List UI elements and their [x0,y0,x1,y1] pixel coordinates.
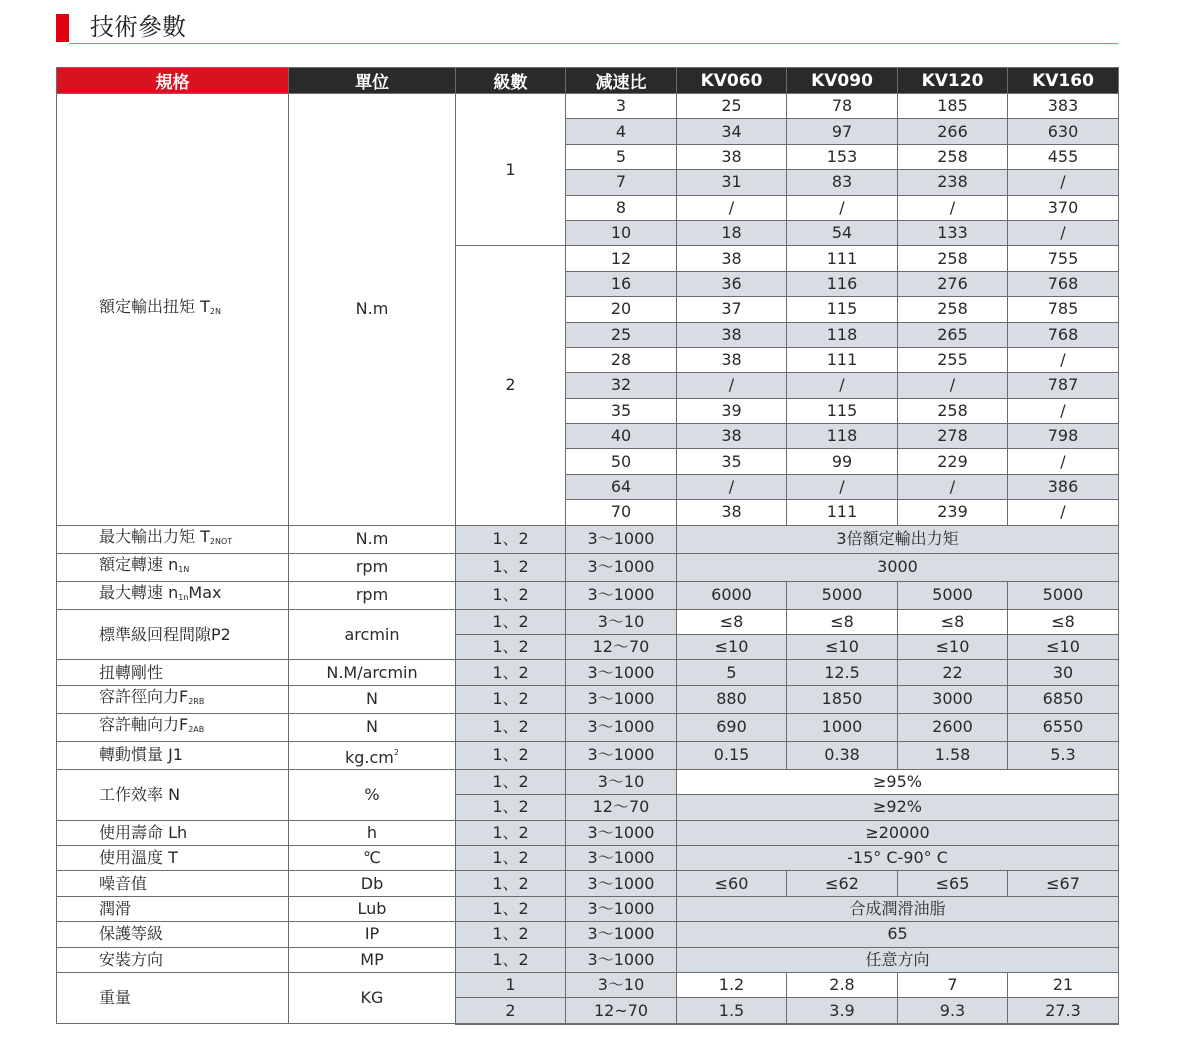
table-row [57,922,1119,947]
table-row [57,896,1119,921]
spec-label-text: 容許徑向力F [99,686,189,706]
ratio-cell: 40 [566,424,677,449]
spec-label [57,94,289,526]
ratio-cell: 7 [566,170,677,195]
value-cell: 22 [898,660,1008,685]
header-ratio: 减速比 [566,68,677,94]
spec-unit-text: N [366,689,378,709]
table-row [57,94,1119,119]
spec-label-text: 重量 [99,988,132,1008]
ratio-cell: 25 [566,322,677,347]
spec-label [57,820,289,845]
ratio-cell: 3～1000 [566,820,677,845]
spec-unit-text: N.M/arcmin [326,662,418,682]
value-cell: 116 [787,271,898,296]
value-cell: ≤8 [898,609,1008,634]
spec-label-text: 安裝方向 [99,949,164,969]
spec-label [57,553,289,581]
value-cell: 630 [1008,119,1119,144]
stage-cell: 2 [456,246,566,525]
value-cell: / [1008,347,1119,372]
ratio-cell: 12～70 [566,635,677,660]
spec-unit [289,845,456,870]
value-cell: ≤10 [787,635,898,660]
value-cell: 1.5 [677,998,787,1024]
value-cell: 83 [787,170,898,195]
stage-cell: 1、2 [456,896,566,921]
merged-value-cell: 65 [677,922,1119,947]
spec-unit [289,972,456,1023]
spec-label [57,525,289,553]
value-cell: 258 [898,144,1008,169]
ratio-cell: 3～1000 [566,553,677,581]
stage-cell: 1、2 [456,795,566,820]
spec-label-text: 保護等級 [99,924,164,944]
spec-label-text: 額定輸出扭矩 T [99,296,210,316]
title-accent-bar [56,14,69,42]
value-cell: 229 [898,449,1008,474]
stage-cell: 1、2 [456,525,566,553]
spec-label [57,871,289,896]
value-cell: / [787,195,898,220]
ratio-cell: 70 [566,500,677,525]
table-row [57,660,1119,685]
spec-unit [289,922,456,947]
spec-label-subscript: 1N [178,564,190,574]
spec-label-subscript: 2NOT [209,536,233,546]
spec-label [57,685,289,713]
value-cell: / [898,373,1008,398]
value-cell: 258 [898,398,1008,423]
spec-label-text: 最大轉速 n [99,582,179,602]
ratio-cell: 3～1000 [566,741,677,769]
value-cell: 386 [1008,474,1119,499]
value-cell: 115 [787,398,898,423]
ratio-cell: 8 [566,195,677,220]
value-cell: / [1008,398,1119,423]
ratio-cell: 3～1000 [566,685,677,713]
merged-value-cell: ≥95% [677,769,1119,794]
value-cell: / [1008,449,1119,474]
stage-cell: 1 [456,94,566,246]
value-cell: 21 [1008,972,1119,997]
stage-cell: 1、2 [456,820,566,845]
header-kv120: KV120 [898,68,1008,94]
spec-label [57,947,289,972]
value-cell: ≤10 [898,635,1008,660]
spec-label [57,581,289,609]
value-cell: 38 [677,322,787,347]
ratio-cell: 28 [566,347,677,372]
merged-value-cell: 任意方向 [677,947,1119,972]
value-cell: 34 [677,119,787,144]
value-cell: ≤10 [1008,635,1119,660]
value-cell: ≤8 [787,609,898,634]
value-cell: 37 [677,297,787,322]
value-cell: / [1008,500,1119,525]
header-stage: 級數 [456,68,566,94]
page-title: 技術參數 [90,13,186,41]
value-cell: ≤8 [1008,609,1119,634]
value-cell: / [677,474,787,499]
spec-unit-text: % [364,784,380,804]
ratio-cell: 3～1000 [566,581,677,609]
spec-unit-text: rpm [355,585,389,605]
spec-unit-text: N [366,717,378,737]
header-kv090: KV090 [787,68,898,94]
value-cell: 768 [1008,322,1119,347]
merged-value-cell: -15° C-90° C [677,845,1119,870]
value-cell: ≤60 [677,871,787,896]
stage-cell: 1、2 [456,553,566,581]
ratio-cell: 3～10 [566,972,677,997]
table-row [57,685,1119,713]
ratio-cell: 3～10 [566,769,677,794]
spec-label-text: 標準級回程間隙P2 [99,624,231,644]
spec-unit-text: KG [360,988,384,1008]
spec-label-subscript: 1n [178,592,189,602]
value-cell: 38 [677,246,787,271]
value-cell: 258 [898,246,1008,271]
value-cell: 880 [677,685,787,713]
value-cell: 1.58 [898,741,1008,769]
spec-unit [289,947,456,972]
ratio-cell: 16 [566,271,677,296]
table-row [57,581,1119,609]
value-cell: / [898,195,1008,220]
spec-label-text: 轉動慣量 J1 [99,745,183,765]
ratio-cell: 5 [566,144,677,169]
spec-label-subscript: 2N [209,306,221,316]
value-cell: 0.15 [677,741,787,769]
value-cell: 3000 [898,685,1008,713]
stage-cell: 1、2 [456,685,566,713]
table-row [57,741,1119,769]
value-cell: 0.38 [787,741,898,769]
stage-cell: 1 [456,972,566,997]
value-cell: 25 [677,94,787,119]
value-cell: / [787,373,898,398]
value-cell: 2600 [898,713,1008,741]
ratio-cell: 20 [566,297,677,322]
spec-label [57,845,289,870]
section-title-bar [56,14,1118,46]
spec-label [57,660,289,685]
spec-label-text: 容許軸向力F [99,714,189,734]
value-cell: 798 [1008,424,1119,449]
merged-value-cell: ≥20000 [677,820,1119,845]
stage-cell: 1、2 [456,741,566,769]
ratio-cell: 3～1000 [566,947,677,972]
value-cell: 118 [787,424,898,449]
ratio-cell: 3～1000 [566,871,677,896]
value-cell: 27.3 [1008,998,1119,1024]
merged-value-cell: ≥92% [677,795,1119,820]
value-cell: 278 [898,424,1008,449]
value-cell: / [787,474,898,499]
value-cell: 768 [1008,271,1119,296]
value-cell: 111 [787,347,898,372]
value-cell: 39 [677,398,787,423]
spec-table [56,67,1119,1025]
spec-label [57,972,289,1023]
spec-label-subscript: 2RB [188,696,205,706]
value-cell: 266 [898,119,1008,144]
spec-unit-text: ℃ [363,848,381,868]
value-cell: 9.3 [898,998,1008,1024]
spec-unit-superscript: 2 [393,747,399,757]
spec-unit-text: h [366,822,378,842]
spec-label-text: 扭轉剛性 [99,662,164,682]
value-cell: 5000 [787,581,898,609]
value-cell: 38 [677,424,787,449]
value-cell: 690 [677,713,787,741]
value-cell: 238 [898,170,1008,195]
header-kv160: KV160 [1008,68,1119,94]
value-cell: 3.9 [787,998,898,1024]
stage-cell: 1、2 [456,713,566,741]
table-row [57,947,1119,972]
value-cell: 6000 [677,581,787,609]
value-cell: / [1008,220,1119,245]
spec-unit [289,685,456,713]
header-spec: 規格 [57,68,289,94]
spec-unit [289,581,456,609]
table-row [57,553,1119,581]
ratio-cell: 12～70 [566,795,677,820]
spec-unit [289,896,456,921]
spec-label-text: 最大輸出力矩 T [99,526,210,546]
value-cell: 755 [1008,246,1119,271]
value-cell: 455 [1008,144,1119,169]
spec-label [57,922,289,947]
stage-cell: 1、2 [456,581,566,609]
ratio-cell: 3～1000 [566,660,677,685]
spec-label [57,741,289,769]
value-cell: 787 [1008,373,1119,398]
value-cell: 78 [787,94,898,119]
ratio-cell: 3～1000 [566,713,677,741]
value-cell: 12.5 [787,660,898,685]
spec-unit-text: N.m [355,529,389,549]
spec-label [57,713,289,741]
value-cell: 38 [677,144,787,169]
stage-cell: 1、2 [456,769,566,794]
stage-cell: 1、2 [456,660,566,685]
value-cell: 153 [787,144,898,169]
spec-label [57,896,289,921]
table-row [57,525,1119,553]
spec-label-text: 工作效率 N [99,784,181,804]
value-cell: 1000 [787,713,898,741]
table-row [57,845,1119,870]
spec-unit-text: MP [360,949,384,969]
value-cell: / [677,373,787,398]
table-row [57,713,1119,741]
spec-label-text: 潤滑 [99,898,132,918]
spec-unit [289,741,456,769]
header-row [57,68,1119,94]
ratio-cell: 4 [566,119,677,144]
spec-label-text: 額定轉速 n [99,554,179,574]
value-cell: 6850 [1008,685,1119,713]
spec-label [57,609,289,660]
ratio-cell: 10 [566,220,677,245]
value-cell: 38 [677,500,787,525]
value-cell: / [677,195,787,220]
stage-cell: 1、2 [456,922,566,947]
value-cell: 97 [787,119,898,144]
ratio-cell: 3～1000 [566,896,677,921]
table-row [57,820,1119,845]
ratio-cell: 12 [566,246,677,271]
value-cell: ≤8 [677,609,787,634]
value-cell: 7 [898,972,1008,997]
ratio-cell: 3～10 [566,609,677,634]
value-cell: 111 [787,500,898,525]
value-cell: 133 [898,220,1008,245]
stage-cell: 1、2 [456,845,566,870]
value-cell: / [898,474,1008,499]
value-cell: 185 [898,94,1008,119]
stage-cell: 1、2 [456,871,566,896]
ratio-cell: 32 [566,373,677,398]
value-cell: ≤67 [1008,871,1119,896]
table-row [57,769,1119,794]
spec-label-text: 噪音值 [99,873,148,893]
value-cell: 31 [677,170,787,195]
value-cell: 370 [1008,195,1119,220]
value-cell: 99 [787,449,898,474]
value-cell: ≤10 [677,635,787,660]
value-cell: ≤62 [787,871,898,896]
value-cell: 255 [898,347,1008,372]
spec-unit [289,713,456,741]
stage-cell: 1、2 [456,609,566,634]
value-cell: 38 [677,347,787,372]
spec-unit-text: kg.cm [345,747,394,767]
spec-unit-text: Lub [357,898,387,918]
stage-cell: 1、2 [456,635,566,660]
ratio-cell: 64 [566,474,677,499]
ratio-cell: 3 [566,94,677,119]
spec-unit [289,525,456,553]
table-row [57,609,1119,634]
value-cell: / [1008,170,1119,195]
value-cell: 5000 [1008,581,1119,609]
table-row [57,871,1119,896]
value-cell: 115 [787,297,898,322]
spec-label-suffix: Max [188,582,222,602]
spec-unit-text: rpm [355,557,389,577]
spec-unit [289,553,456,581]
ratio-cell: 3～1000 [566,845,677,870]
ratio-cell: 3～1000 [566,922,677,947]
spec-label-subscript: 2AB [188,724,205,734]
table-row [57,972,1119,997]
value-cell: 5 [677,660,787,685]
value-cell: 785 [1008,297,1119,322]
stage-cell: 1、2 [456,947,566,972]
value-cell: 5.3 [1008,741,1119,769]
value-cell: ≤65 [898,871,1008,896]
ratio-cell: 35 [566,398,677,423]
value-cell: 2.8 [787,972,898,997]
spec-unit-text: IP [364,924,380,944]
spec-unit [289,94,456,526]
value-cell: 18 [677,220,787,245]
ratio-cell: 50 [566,449,677,474]
value-cell: 265 [898,322,1008,347]
value-cell: 258 [898,297,1008,322]
spec-unit [289,660,456,685]
value-cell: 6550 [1008,713,1119,741]
spec-label-text: 使用溫度 T [99,848,178,868]
header-unit: 單位 [289,68,456,94]
stage-cell: 2 [456,998,566,1024]
merged-value-cell: 3000 [677,553,1119,581]
spec-label-text: 使用壽命 Lh [99,822,188,842]
title-underline [69,43,1118,44]
spec-unit-text: arcmin [344,624,400,644]
spec-unit [289,609,456,660]
value-cell: 5000 [898,581,1008,609]
spec-unit [289,820,456,845]
value-cell: 1.2 [677,972,787,997]
value-cell: 36 [677,271,787,296]
value-cell: 30 [1008,660,1119,685]
spec-label [57,769,289,820]
ratio-cell: 3～1000 [566,525,677,553]
value-cell: 35 [677,449,787,474]
ratio-cell: 12~70 [566,998,677,1024]
merged-value-cell: 合成潤滑油脂 [677,896,1119,921]
spec-unit [289,871,456,896]
spec-unit-text: Db [360,873,384,893]
value-cell: 383 [1008,94,1119,119]
value-cell: 276 [898,271,1008,296]
spec-unit-text: N.m [355,299,389,319]
spec-unit [289,769,456,820]
value-cell: 1850 [787,685,898,713]
value-cell: 111 [787,246,898,271]
value-cell: 54 [787,220,898,245]
value-cell: 118 [787,322,898,347]
header-kv060: KV060 [677,68,787,94]
value-cell: 239 [898,500,1008,525]
merged-value-cell: 3倍額定輸出力矩 [677,525,1119,553]
